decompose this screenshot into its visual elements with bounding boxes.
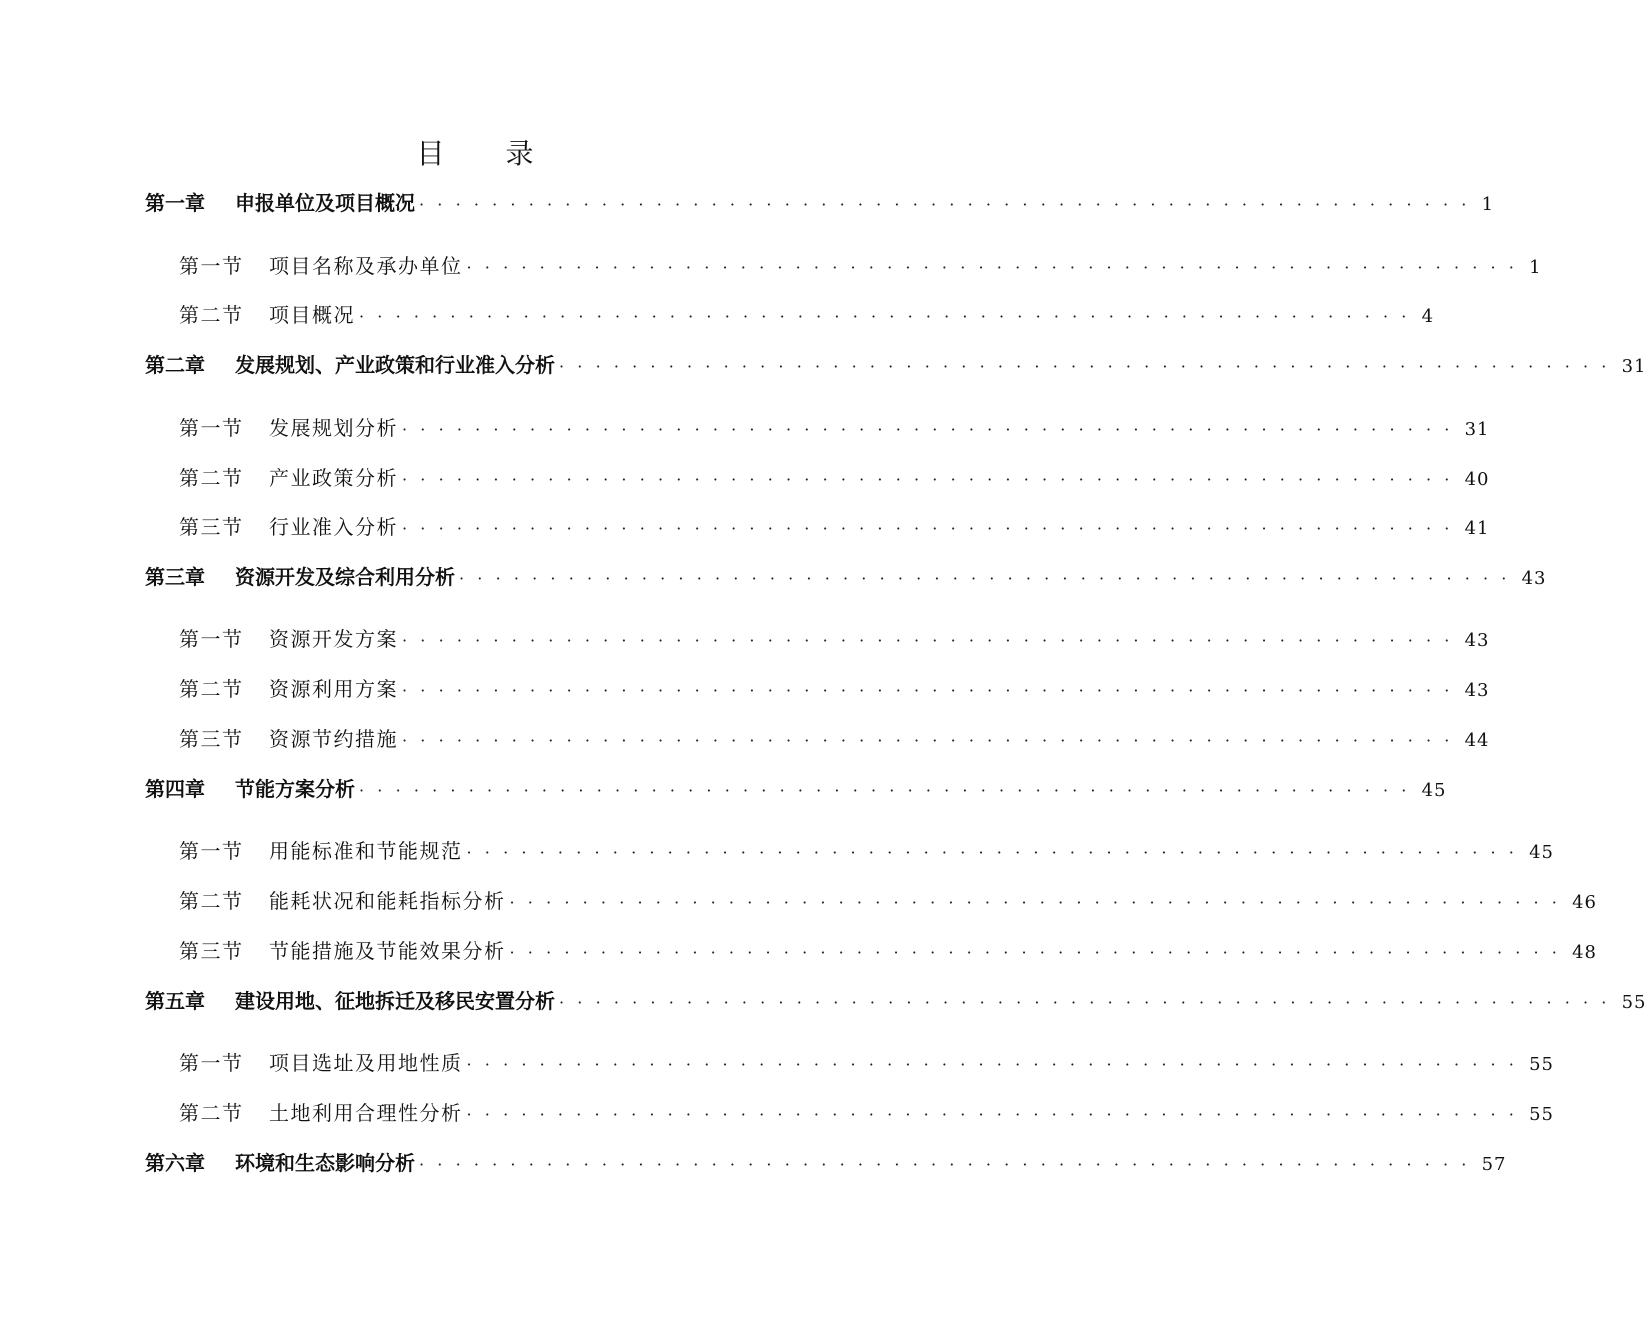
dot-leader: ·························································· [466, 1105, 1528, 1124]
dot-leader: ·························································· [402, 470, 1463, 489]
toc-section-entry[interactable] [179, 673, 1490, 702]
dot-leader: ·························································· [359, 781, 1420, 800]
entry-number: 第一节 [179, 839, 244, 863]
entry-title: 发展规划分析 [269, 416, 398, 440]
toc-section-entry[interactable] [179, 1097, 1554, 1126]
entry-page-number: 55 [1529, 1054, 1554, 1075]
entry-title: 环境和生态影响分析 [235, 1151, 415, 1175]
entry-title: 土地利用合理性分析 [269, 1101, 463, 1125]
toc-section-entry[interactable] [179, 835, 1554, 864]
entry-title: 申报单位及项目概况 [235, 191, 415, 215]
toc-section-entry[interactable] [179, 723, 1490, 752]
entry-title: 资源开发及综合利用分析 [235, 565, 455, 589]
toc-section-entry[interactable] [179, 1047, 1554, 1076]
entry-number: 第一节 [179, 254, 244, 278]
dot-leader: ·························································· [359, 307, 1420, 326]
toc-chapter-entry[interactable] [145, 1147, 1507, 1176]
toc-chapter-entry[interactable] [145, 561, 1547, 590]
entry-page-number: 31 [1621, 356, 1647, 377]
dot-leader: ·························································· [466, 843, 1528, 862]
entry-number: 第二章 [145, 353, 205, 377]
entry-page-number: 1 [1529, 257, 1542, 278]
entry-page-number: 45 [1529, 842, 1554, 863]
entry-number: 第三节 [179, 515, 244, 539]
entry-page-number: 1 [1481, 194, 1495, 215]
entry-page-number: 43 [1521, 568, 1547, 589]
toc-section-entry[interactable] [179, 412, 1490, 441]
toc-section-entry[interactable] [179, 885, 1597, 914]
entry-title: 发展规划、产业政策和行业准入分析 [235, 353, 555, 377]
entry-page-number: 41 [1464, 518, 1490, 539]
entry-title: 资源开发方案 [269, 627, 398, 651]
toc-section-entry[interactable] [179, 462, 1490, 491]
entry-number: 第二节 [179, 889, 244, 913]
dot-leader: ·························································· [559, 357, 1620, 376]
entry-title: 项目选址及用地性质 [269, 1051, 463, 1075]
entry-title: 产业政策分析 [269, 466, 398, 490]
entry-number: 第四章 [145, 777, 205, 801]
entry-number: 第六章 [145, 1151, 205, 1175]
toc-section-entry[interactable] [179, 935, 1597, 964]
dot-leader: ·························································· [509, 893, 1571, 912]
entry-number: 第三节 [179, 727, 244, 751]
entry-page-number: 55 [1529, 1104, 1554, 1125]
toc-chapter-entry[interactable] [145, 349, 1647, 378]
entry-title: 用能标准和节能规范 [269, 839, 463, 863]
entry-page-number: 57 [1481, 1154, 1507, 1175]
entry-page-number: 44 [1464, 730, 1490, 751]
dot-leader: ·························································· [466, 1055, 1528, 1074]
entry-page-number: 43 [1464, 680, 1490, 701]
toc-section-entry[interactable] [179, 623, 1490, 652]
dot-leader: ·························································· [509, 943, 1571, 962]
toc-section-entry[interactable] [179, 299, 1435, 328]
entry-number: 第五章 [145, 989, 205, 1013]
entry-number: 第一章 [145, 191, 205, 215]
entry-number: 第二节 [179, 303, 244, 327]
entry-number: 第二节 [179, 1101, 244, 1125]
dot-leader: ·························································· [559, 993, 1620, 1012]
dot-leader: ·························································· [419, 195, 1480, 214]
dot-leader: ·························································· [402, 731, 1463, 750]
entry-page-number: 43 [1464, 630, 1490, 651]
toc-section-entry[interactable] [179, 511, 1490, 540]
entry-number: 第二节 [179, 677, 244, 701]
entry-title: 资源利用方案 [269, 677, 398, 701]
entry-title: 节能措施及节能效果分析 [269, 939, 506, 963]
entry-number: 第一节 [179, 1051, 244, 1075]
entry-page-number: 48 [1572, 942, 1597, 963]
toc-title: 目 录 [416, 137, 560, 170]
entry-title: 能耗状况和能耗指标分析 [269, 889, 506, 913]
entry-page-number: 45 [1421, 780, 1447, 801]
dot-leader: ·························································· [402, 420, 1463, 439]
toc-chapter-entry[interactable] [145, 985, 1647, 1014]
entry-page-number: 4 [1421, 306, 1435, 327]
entry-title: 资源节约措施 [269, 727, 398, 751]
dot-leader: ·························································· [402, 631, 1463, 650]
entry-number: 第二节 [179, 466, 244, 490]
entry-title: 项目名称及承办单位 [269, 254, 463, 278]
entry-number: 第一节 [179, 627, 244, 651]
dot-leader: ·························································· [459, 569, 1520, 588]
dot-leader: ·························································· [419, 1155, 1480, 1174]
entry-page-number: 46 [1572, 892, 1597, 913]
entry-title: 节能方案分析 [235, 777, 355, 801]
dot-leader: ·························································· [466, 258, 1528, 277]
toc-chapter-entry[interactable] [145, 773, 1447, 802]
entry-page-number: 40 [1464, 469, 1490, 490]
entry-title: 建设用地、征地拆迁及移民安置分析 [235, 989, 555, 1013]
toc-chapter-entry[interactable] [145, 187, 1495, 216]
entry-number: 第三章 [145, 565, 205, 589]
dot-leader: ·························································· [402, 519, 1463, 538]
entry-number: 第三节 [179, 939, 244, 963]
dot-leader: ·························································· [402, 681, 1463, 700]
entry-page-number: 55 [1621, 992, 1647, 1013]
entry-number: 第一节 [179, 416, 244, 440]
toc-section-entry[interactable] [179, 250, 1542, 279]
entry-title: 行业准入分析 [269, 515, 398, 539]
entry-page-number: 31 [1464, 419, 1490, 440]
entry-title: 项目概况 [269, 303, 355, 327]
